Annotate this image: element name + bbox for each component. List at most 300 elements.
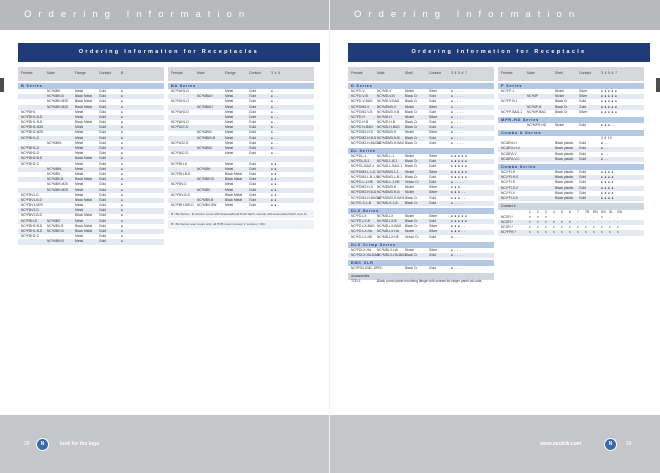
table-cell: NC*FBH2-D bbox=[21, 151, 39, 156]
table-cell: Gold bbox=[249, 151, 256, 156]
table-cell: ● - - - - bbox=[451, 247, 464, 252]
table-cell: ● ● ● ● ● bbox=[451, 154, 468, 158]
table-cell: Black Cr bbox=[405, 125, 418, 130]
table-cell: NCJ*FI-H-0 bbox=[501, 175, 519, 180]
table-header bbox=[168, 67, 314, 81]
table-cell: Black plastic bbox=[555, 156, 574, 161]
table-cell: ● bbox=[121, 192, 124, 197]
table-cell: NC*FDM3-V-B bbox=[351, 109, 373, 114]
table-cell: NC*MBH-M25 bbox=[47, 182, 68, 187]
table-cell: Black Cr bbox=[405, 224, 418, 229]
table-cell: TCR-1 bbox=[351, 278, 361, 283]
table-cell: Black Metal bbox=[225, 177, 243, 182]
table-cell: Black Cr bbox=[405, 266, 418, 271]
table-cell: Black Metal bbox=[75, 104, 93, 109]
table-cell: x bbox=[569, 230, 571, 235]
table-cell: NC*FBH1-D bbox=[21, 135, 39, 140]
table-cell: NC*FAH2-D bbox=[171, 109, 189, 114]
table-cell: Gold bbox=[579, 156, 586, 161]
table-b-series bbox=[18, 67, 164, 245]
table-cell: Nickel bbox=[405, 130, 414, 135]
table-cell: ● ● ● ● ● bbox=[601, 99, 618, 104]
table-cell: x bbox=[577, 225, 579, 230]
page-footer-left bbox=[0, 415, 330, 473]
table-cell: Black plastic bbox=[555, 141, 574, 146]
table-cell: Black Metal bbox=[75, 213, 93, 218]
table-cell: - bbox=[617, 214, 619, 219]
table-cell: ● ● - bbox=[271, 187, 280, 192]
table-cell: ● bbox=[121, 114, 124, 119]
table-cell: NC*MDLX-HA-BAG bbox=[377, 253, 406, 257]
table-row bbox=[348, 141, 494, 146]
table-cell: Black plastic bbox=[555, 185, 574, 190]
table-cell: NC*MPR-HD bbox=[527, 122, 547, 127]
table-cell: NC*FDLX-HA-BAG bbox=[351, 253, 380, 257]
table-cell: Metal bbox=[75, 166, 84, 171]
table-cell: Gold bbox=[99, 88, 106, 93]
table-cell: Gold bbox=[249, 120, 256, 125]
table-cell: x bbox=[529, 219, 531, 224]
table-cell: NC*MBHL bbox=[47, 140, 63, 145]
column-header: Male bbox=[377, 71, 385, 76]
table-cell: ● bbox=[121, 197, 124, 202]
table-cell: x bbox=[577, 230, 579, 235]
table-cell: NC*FBH-B-D bbox=[171, 171, 191, 176]
table-cell: Gold bbox=[99, 208, 106, 213]
table-cell: Metal bbox=[225, 104, 234, 109]
table-cell: NC*MD-V-B bbox=[377, 94, 395, 99]
table-cell: Nickel bbox=[405, 114, 414, 119]
table-cell: Gold bbox=[429, 135, 436, 140]
column-header: Flange bbox=[225, 71, 236, 76]
table-cell: ● ● ● ● bbox=[601, 175, 614, 180]
table-cell: ● ● - bbox=[271, 161, 280, 166]
series-heading: Combo A Series bbox=[498, 130, 644, 136]
table-cell: Black Metal bbox=[225, 171, 243, 176]
table-cell: NC*MBH bbox=[47, 88, 61, 93]
table-cell: NC*FDM3-H-BAG-D bbox=[351, 140, 382, 145]
table-cell: ● - - bbox=[271, 109, 279, 114]
table-cell: NC*MBH-B bbox=[47, 94, 64, 99]
table-cell: ● - - - - bbox=[451, 88, 464, 93]
footnote: B / BA Series : D version come with drawout/bend Push latch, version with assembled latch omit -D bbox=[168, 210, 314, 218]
table-cell: Metal bbox=[225, 140, 234, 145]
table-cell: ● - - bbox=[271, 140, 279, 145]
table-cell: Gold bbox=[99, 125, 106, 130]
table-cell: NC*MD-LX-HA bbox=[377, 229, 399, 234]
table-cell: Gold bbox=[99, 94, 106, 99]
table-cell: Gold bbox=[429, 94, 436, 99]
table-cell: Black Metal bbox=[225, 197, 243, 202]
table-cell: Metal bbox=[75, 114, 84, 119]
table-cell: - bbox=[577, 214, 579, 219]
table-cell: - bbox=[585, 214, 587, 219]
table-cell: ● - - - - bbox=[451, 234, 464, 239]
column-header: Shell bbox=[555, 71, 563, 76]
column-header: 1 bbox=[529, 209, 531, 214]
table-cell: ● bbox=[121, 218, 124, 223]
table-cell: Gold bbox=[249, 99, 256, 104]
table-cell: Gold bbox=[99, 151, 106, 156]
table-cell: NC*MBH-M25 bbox=[47, 104, 68, 109]
table-cell: Nickel bbox=[405, 190, 414, 195]
page-header-right: Ordering Information bbox=[330, 0, 660, 30]
table-cell: ● - - bbox=[271, 94, 279, 99]
column-header: B bbox=[121, 71, 124, 76]
table-cell: NC*FP-BAG-1 bbox=[501, 109, 523, 114]
table-cell: NCJ*FI-S bbox=[501, 180, 515, 185]
table-cell: NC*FDM3-L-B-1-D bbox=[351, 174, 379, 179]
table-cell: - bbox=[553, 214, 555, 219]
series-heading: D Series bbox=[348, 83, 494, 89]
table-cell: Silver bbox=[429, 104, 438, 109]
table-cell: NC*MDLX-HA bbox=[377, 247, 398, 252]
table-cell: Silver bbox=[429, 130, 438, 135]
table-cell: Gold bbox=[99, 130, 106, 135]
table-cell: Gold bbox=[429, 253, 436, 257]
column-header: Female bbox=[171, 71, 183, 76]
table-cell: ● bbox=[121, 203, 124, 208]
column-header: SL bbox=[609, 209, 614, 214]
table-cell: Silver bbox=[579, 94, 588, 99]
table-cell: x bbox=[569, 225, 571, 230]
table-cell: x bbox=[553, 225, 555, 230]
table-cell: x bbox=[545, 219, 547, 224]
table-cell: ● bbox=[121, 94, 124, 99]
table-cell: x bbox=[617, 230, 619, 235]
table-cell: Gold bbox=[99, 177, 106, 182]
table-cell: Black plastic bbox=[555, 151, 574, 156]
column-header: Shell bbox=[405, 71, 413, 76]
column-header: Male bbox=[197, 71, 205, 76]
table-cell: ● bbox=[121, 161, 124, 166]
contact-row bbox=[498, 230, 644, 235]
table-cell: Gold bbox=[579, 141, 586, 146]
footnote: B / BA Series rear mount only, all PCB mount except V version = IDC bbox=[168, 220, 314, 228]
column-header: Flange bbox=[75, 71, 86, 76]
table-cell: NC*MBV-B bbox=[197, 197, 214, 202]
table-cell: ● bbox=[121, 171, 124, 176]
table-cell: Gold bbox=[429, 266, 436, 271]
column-header: 3 4 5 6 7 bbox=[601, 71, 618, 76]
footer-website-link[interactable]: www.neutrik.com bbox=[540, 441, 582, 447]
table-cell: Gold bbox=[579, 185, 586, 190]
accessory-row bbox=[348, 280, 494, 283]
table-cell: NC*MBAV bbox=[197, 146, 213, 150]
table-cell: x bbox=[609, 225, 611, 230]
table-cell: Black Metal bbox=[75, 197, 93, 202]
table-cell: NC*MBH-B bbox=[47, 239, 64, 244]
table-cell: Silver bbox=[429, 229, 438, 234]
table-cell: Gold bbox=[99, 146, 106, 150]
table-cell: Silver bbox=[429, 114, 438, 119]
table-cell: ● ● ● - - bbox=[451, 190, 466, 195]
table-cell: NC*FD-H-BAG bbox=[351, 125, 373, 130]
table-cell: NC*FBV2-D bbox=[21, 208, 39, 213]
table-cell: Velour Cr bbox=[405, 234, 419, 239]
table-cell: ● ● ● ● ● bbox=[601, 94, 618, 99]
table-cell: NC*FBH2-B-D bbox=[21, 223, 43, 228]
column-header: 2 bbox=[537, 209, 539, 214]
table-cell: Metal bbox=[225, 120, 234, 125]
table-row bbox=[18, 239, 164, 244]
table-cell: Gold bbox=[99, 161, 106, 166]
table-cell: x bbox=[537, 230, 539, 235]
series-heading: MPR-HD Series bbox=[498, 117, 644, 123]
table-cell: Black Cr bbox=[405, 140, 418, 145]
column-header: Female bbox=[21, 71, 33, 76]
table-cell: NC*FBH1 bbox=[21, 109, 36, 114]
table-cell: x bbox=[529, 230, 531, 235]
table-cell: ● ● ● ● ● bbox=[601, 109, 618, 114]
table-cell: Nickel bbox=[405, 88, 414, 93]
table-cell: NC*MDM3-H-BAG bbox=[377, 195, 405, 200]
table-cell: Metal bbox=[225, 130, 234, 135]
table-cell: NC*FDM3-H-B-D bbox=[351, 135, 377, 140]
table-cell: NC*MDM3-V-B bbox=[377, 109, 400, 114]
table-cell: Metal bbox=[225, 182, 234, 187]
table-cell: Metal bbox=[75, 182, 84, 187]
table-cell: Gold bbox=[249, 197, 256, 202]
table-cell: ● bbox=[121, 156, 124, 161]
table-cell: NCJ*FI-V bbox=[501, 190, 515, 195]
table-cell: ● ● - bbox=[271, 203, 280, 208]
table-cell: Gold bbox=[429, 219, 436, 224]
table-cell: Metal bbox=[225, 88, 234, 93]
table-cell: ● bbox=[121, 182, 124, 187]
table-cell: x bbox=[601, 214, 603, 219]
table-cell: Nickel bbox=[405, 247, 414, 252]
table-cell: Gold bbox=[99, 218, 106, 223]
table-cell: NC*FAH1-D bbox=[171, 99, 189, 104]
table-cell: ● bbox=[121, 99, 124, 104]
table-cell: NC*MBH-B bbox=[197, 177, 214, 182]
table-cell: Metal bbox=[225, 166, 234, 171]
table-cell: Gold bbox=[429, 200, 436, 205]
right-page bbox=[330, 0, 660, 473]
table-cell: NC*FDM3-H-BAG-D bbox=[351, 195, 382, 200]
table-header bbox=[18, 67, 164, 81]
table-cell: - bbox=[609, 214, 611, 219]
table-cell: Black Cr bbox=[405, 159, 418, 164]
column-header: Contact bbox=[99, 71, 112, 76]
column-header: RN bbox=[593, 209, 598, 214]
table-cell: NC*FD-V bbox=[351, 88, 365, 93]
table-cell: NC*MBH bbox=[197, 166, 211, 171]
table-cell: Nickel bbox=[405, 104, 414, 109]
table-cell: NC*FBV2-B-D bbox=[21, 213, 43, 218]
table-cell: Black Metal bbox=[75, 120, 93, 125]
table-header bbox=[498, 67, 644, 81]
table-cell: ● bbox=[121, 130, 124, 135]
table-row bbox=[498, 110, 644, 115]
table-cell: Gold bbox=[249, 135, 256, 140]
table-cell: Black Metal bbox=[225, 192, 243, 197]
table-cell: Silver bbox=[429, 185, 438, 190]
table-cell: ● ● ● ● ● bbox=[601, 104, 618, 109]
table-cell: ● bbox=[121, 146, 124, 150]
table-cell: Silver bbox=[429, 213, 438, 218]
table-cell: NC*FBH-D bbox=[171, 161, 188, 166]
table-cell: Gold bbox=[579, 99, 586, 104]
table-cell: Silver bbox=[429, 88, 438, 93]
table-cell: ● - - - - bbox=[451, 179, 464, 184]
table-cell: Metal bbox=[225, 114, 234, 119]
table-cell: ● - - bbox=[601, 146, 609, 151]
table-cell: NC*MBH-M25 bbox=[47, 99, 68, 104]
table-row bbox=[498, 123, 644, 128]
table-cell: Gold bbox=[249, 114, 256, 119]
table-cell: Gold bbox=[249, 94, 256, 99]
table-cell: NCJ6FA-V bbox=[501, 151, 517, 156]
table-cell: NC*MBV-B bbox=[47, 223, 64, 228]
table-cell: ● - - bbox=[271, 151, 279, 156]
table-cell: x bbox=[529, 225, 531, 230]
table-cell: ● bbox=[121, 208, 124, 213]
table-cell: Nickel bbox=[405, 185, 414, 190]
page-number: 28 bbox=[24, 441, 30, 447]
table-cell: ● - - - - bbox=[451, 125, 464, 130]
table-cell: NC*FBH2-D bbox=[21, 234, 39, 239]
column-header: 5 bbox=[561, 209, 563, 214]
table-cell: Gold bbox=[579, 146, 586, 151]
table-cell: x bbox=[593, 225, 595, 230]
table-cell: ● ● - bbox=[271, 171, 280, 176]
table-cell: ● - - - - bbox=[451, 114, 464, 119]
table-cell: x bbox=[561, 225, 563, 230]
table-cell: ● bbox=[121, 135, 124, 140]
column-header: Contact bbox=[429, 71, 442, 76]
table-cell: ● - - - - bbox=[451, 140, 464, 145]
table-cell: Gold bbox=[249, 192, 256, 197]
table-cell: ● bbox=[121, 125, 124, 130]
table-cell: ● - - - - bbox=[451, 253, 464, 257]
series-heading: DLX Series bbox=[348, 208, 494, 214]
table-cell: - bbox=[617, 219, 619, 224]
table-cell: x bbox=[593, 230, 595, 235]
table-cell: x bbox=[609, 230, 611, 235]
table-cell: Gold bbox=[579, 175, 586, 180]
series-heading: DLX Crimp Series bbox=[348, 242, 494, 248]
table-cell: ● ● ● - - bbox=[451, 229, 466, 234]
table-cell: NC*MBAH bbox=[197, 104, 213, 109]
footer-tagline: look for the logo bbox=[60, 441, 100, 447]
table-cell: Gold bbox=[249, 182, 256, 187]
table-cell: Black Cr bbox=[555, 109, 568, 114]
table-cell: Metal bbox=[75, 130, 84, 135]
table-cell: Nickel bbox=[405, 229, 414, 234]
table-cell: NC*MBH-M25 bbox=[47, 187, 68, 192]
table-row bbox=[348, 235, 494, 240]
table-cell: NC*FDL-1 bbox=[351, 154, 367, 158]
series-heading: Combo Series bbox=[498, 164, 644, 170]
table-cell: x bbox=[585, 225, 587, 230]
table-cell: NC*FDM3-H-D bbox=[351, 185, 373, 190]
table-cell: Metal bbox=[225, 99, 234, 104]
table-cell: ● bbox=[121, 104, 124, 109]
table-cell: ● ● ● ● ● bbox=[451, 164, 468, 169]
table-cell: Black Cr bbox=[405, 174, 418, 179]
table-cell: x bbox=[601, 230, 603, 235]
table-cell: Black Cr bbox=[405, 120, 418, 125]
table-cell: Gold bbox=[249, 125, 256, 130]
table-cell: Black Metal bbox=[75, 229, 93, 233]
table-cell: NC*FDM3-L-1-D bbox=[351, 169, 376, 174]
table-cell: NC*MD-H bbox=[377, 114, 392, 119]
table-cell: Gold bbox=[99, 213, 106, 218]
table-cell: Metal bbox=[75, 192, 84, 197]
page-tab-marker bbox=[0, 78, 4, 92]
table-cell: - bbox=[601, 219, 603, 224]
table-cell: ● ● ● ● ● bbox=[451, 219, 468, 224]
table-cell: Gold bbox=[99, 171, 106, 176]
column-header: 7 bbox=[577, 209, 579, 214]
accessories-heading: Accessories bbox=[348, 273, 494, 279]
table-cell: NC*MDM3-H-BAG bbox=[377, 140, 405, 145]
table-cell: - bbox=[569, 214, 571, 219]
table-cell: Metal bbox=[75, 146, 84, 150]
table-cell: x bbox=[545, 230, 547, 235]
table-cell: ● - - - - bbox=[451, 104, 464, 109]
table-cell: Gold bbox=[99, 104, 106, 109]
table-cell: NC*MBAV bbox=[197, 130, 213, 135]
column-header: Male bbox=[47, 71, 55, 76]
table-cell: ● - - - - bbox=[451, 109, 464, 114]
table-cell: ● ● - bbox=[271, 197, 280, 202]
table-cell: Black Cr bbox=[405, 164, 418, 169]
table-cell: - bbox=[593, 219, 595, 224]
table-cell: NC*MD-LX-BAG bbox=[377, 224, 402, 229]
table-cell: Black Metal bbox=[75, 223, 93, 228]
series-heading: B Series bbox=[18, 83, 164, 89]
table-cell: Gold bbox=[99, 135, 106, 140]
table-row bbox=[168, 203, 314, 208]
table-cell: Black Cr bbox=[405, 200, 418, 205]
table-cell: ● - - bbox=[601, 151, 609, 156]
table-cell: Gold bbox=[429, 195, 436, 200]
table-cell: ● bbox=[121, 187, 124, 192]
table-cell: Gold bbox=[429, 174, 436, 179]
table-cell: NC*MBV bbox=[197, 187, 211, 192]
table-cell: NC*FD-LX-BAG bbox=[351, 224, 375, 229]
table-cell: ● - - - - bbox=[451, 99, 464, 104]
table-cell: Gold bbox=[249, 187, 256, 192]
table-cell: NC*MP bbox=[527, 94, 538, 99]
table-cell: NC*FBH2-M25 bbox=[21, 125, 43, 130]
table-cell: ● bbox=[121, 229, 124, 233]
table-cell: x bbox=[561, 219, 563, 224]
table-cell: Metal bbox=[75, 151, 84, 156]
table-cell: NC*FBV-B-D bbox=[171, 192, 191, 197]
table-cell: Nickel bbox=[405, 213, 414, 218]
table-row bbox=[498, 196, 644, 201]
page-header-left: Ordering Information bbox=[0, 0, 330, 30]
table-cell: NC*MD-LX bbox=[377, 213, 394, 218]
table-row bbox=[348, 201, 494, 206]
table-cell: ● ● - bbox=[271, 182, 280, 187]
table-cell: ● - - - - bbox=[451, 266, 464, 271]
table-cell: NC*FBH1-B-D bbox=[21, 120, 43, 125]
table-cell: ● ● ● - - bbox=[451, 185, 466, 190]
table-cell: NC*FAV2-D bbox=[171, 151, 189, 156]
table-cell: Black Cr bbox=[405, 219, 418, 224]
table-cell: ● - - bbox=[271, 88, 279, 93]
table-cell: Black Cr bbox=[555, 99, 568, 104]
table-cell: Metal bbox=[75, 218, 84, 223]
table-cell: NC*FDM3-H-D bbox=[351, 130, 373, 135]
table-cell: NC*MD-L-BAG-1 bbox=[377, 164, 403, 169]
table-cell: ● ● ● ● bbox=[601, 185, 614, 190]
